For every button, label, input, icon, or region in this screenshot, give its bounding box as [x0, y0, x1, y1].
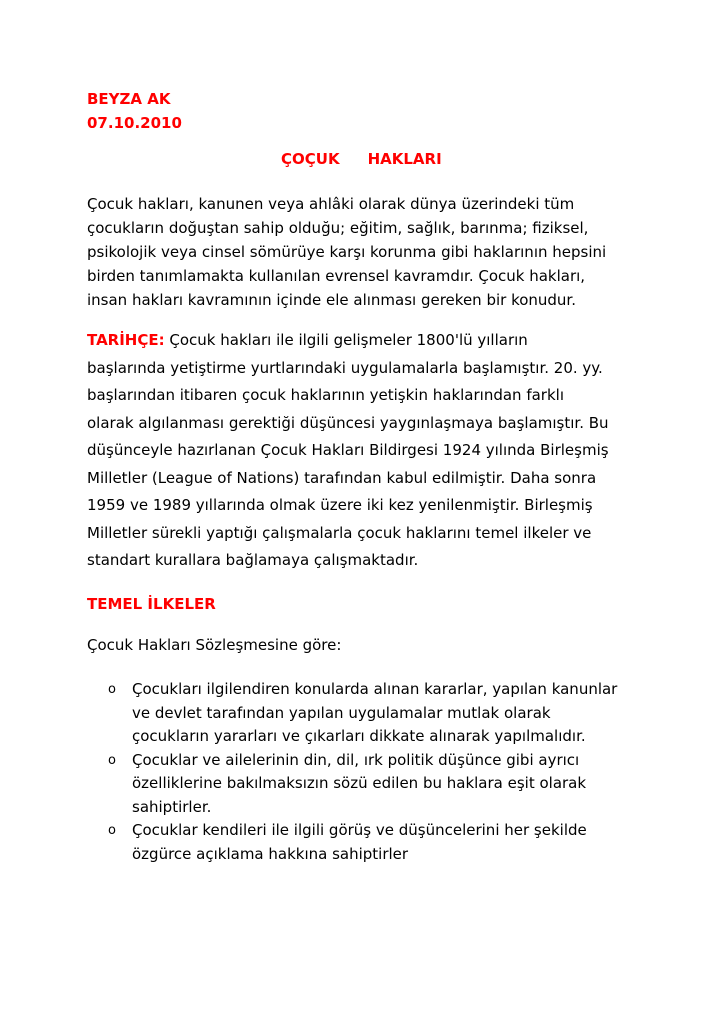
paragraph-line: Çocuk hakları, kanunen veya ahlâki olarak dünya üzerindeki tüm: [87, 195, 575, 213]
list-item-line: özgürce açıklama hakkına sahiptirler: [132, 844, 409, 863]
principles-list: [87, 678, 647, 866]
list-item-line: Çocuklar kendileri ile ilgili görüş ve düşüncelerini her şekilde: [132, 821, 587, 839]
bullet-circle-icon: o: [108, 823, 116, 838]
paragraph-line: psikolojik veya cinsel sömürüye karşı korunma gibi haklarının hepsini: [87, 243, 607, 261]
paragraph-line: başlarında yetiştirme yurtlarındaki uygulamalarla başlamıştır. 20. yy.: [87, 358, 603, 377]
bullet-circle-icon: o: [108, 752, 116, 768]
list-item-line: özelliklerine bakılmaksızın sözü edilen bu haklara eşit olarak: [132, 774, 587, 792]
paragraph-line: 1959 ve 1989 yıllarında olmak üzere iki kez yenilenmiştir. Birleşmiş: [87, 496, 593, 514]
list-item-line: sahiptirler.: [132, 797, 212, 816]
author-name: BEYZA AK: [87, 90, 171, 108]
paragraph-line: olarak algılanması gerektiği düşüncesi yaygınlaşmaya başlamıştır. Bu: [87, 413, 609, 432]
page-title: [281, 150, 442, 168]
list-item-line: Çocuklar ve ailelerinin din, dil, ırk politik düşünce gibi ayrıcı: [132, 750, 580, 769]
list-item: [87, 749, 647, 820]
title-word-1: ÇOÇUK: [281, 150, 340, 168]
bullet-circle-icon: o: [108, 682, 116, 697]
paragraph-line: düşünceyle hazırlanan Çocuk Hakları Bildirgesi 1924 yılında Birleşmiş: [87, 441, 609, 459]
paragraph-line: Milletler (League of Nations) tarafından kabul edilmiştir. Daha sonra: [87, 468, 597, 487]
paragraph-line: birden tanımlamakta kullanılan evrensel kavramdır. Çocuk hakları,: [87, 267, 586, 285]
paragraph-line: Milletler sürekli yaptığı çalışmalarla çocuk haklarını temel ilkeler ve: [87, 523, 592, 542]
intro-paragraph: [87, 192, 647, 312]
paragraph-line: çocukların doğuştan sahip olduğu; eğitim, sağlık, barınma; fiziksel,: [87, 219, 589, 237]
paragraph-line: başlarından itibaren çocuk haklarının yetişkin haklarından farklı: [87, 386, 564, 404]
title-word-2: HAKLARI: [367, 150, 442, 168]
history-paragraph: [87, 327, 647, 575]
list-item: [87, 819, 647, 866]
history-label: TARİHÇE:: [87, 331, 165, 349]
principles-intro: Çocuk Hakları Sözleşmesine göre:: [87, 636, 342, 654]
list-item-line: çocukların yararları ve çıkarları dikkate alınarak yapılmalıdır.: [132, 727, 586, 745]
paragraph-line: standart kurallara bağlamaya çalışmaktadır.: [87, 551, 419, 569]
section-heading: TEMEL İLKELER: [87, 595, 216, 613]
list-item-line: Çocukları ilgilendiren konularda alınan kararlar, yapılan kanunlar: [132, 680, 618, 698]
paragraph-line: [87, 327, 647, 355]
list-item-line: ve devlet tarafından yapılan uygulamalar mutlak olarak: [132, 703, 551, 722]
document-date: 07.10.2010: [87, 114, 182, 132]
list-item: [87, 678, 647, 749]
history-first-line: Çocuk hakları ile ilgili gelişmeler 1800'lü yılların: [169, 331, 528, 349]
paragraph-line: insan hakları kavramının içinde ele alınması gereken bir konudur.: [87, 291, 576, 309]
